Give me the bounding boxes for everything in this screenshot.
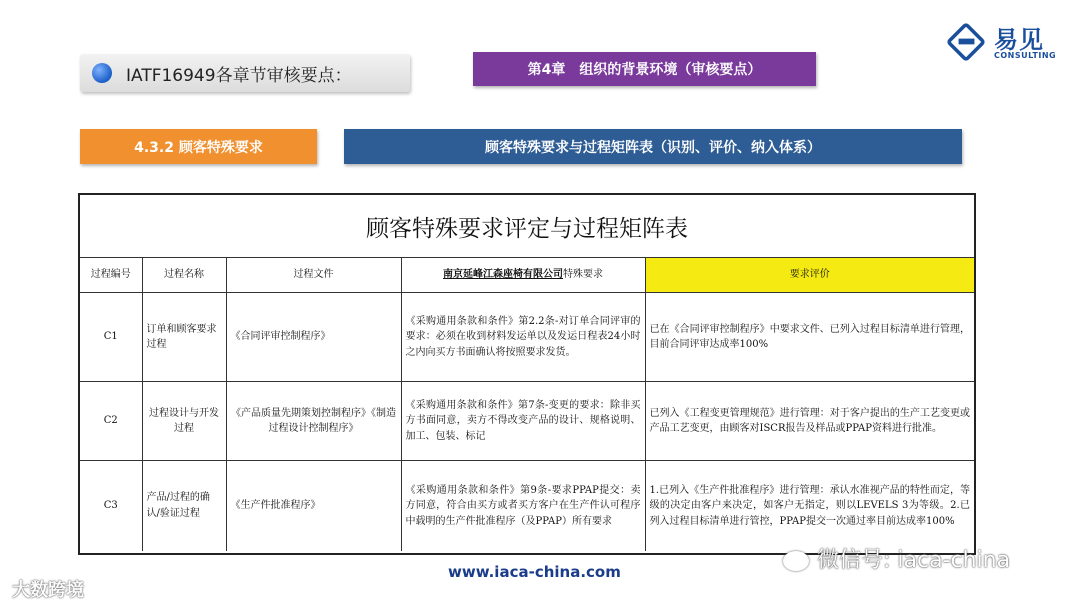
matrix-grid <box>80 258 974 551</box>
cell-doc: 《生产件批准程序》 <box>226 461 401 551</box>
header-company: 南京延峰江森座椅有限公司 <box>443 269 563 281</box>
cell-requirement: 《采购通用条款和条件》第2.2条-对订单合同评审的要求：必须在收到材料发运单以及发运日程表24小时之内向买方书面确认将按照要求发货。 <box>401 293 645 382</box>
header-process-name: 过程名称 <box>142 258 226 293</box>
table-row <box>80 293 974 382</box>
audit-title-box <box>80 54 410 92</box>
cell-doc: 《产品质量先期策划控制程序》《制造过程设计控制程序》 <box>226 382 401 461</box>
section-label: 4.3.2 顾客特殊要求 <box>80 129 317 164</box>
brand-logo <box>946 20 1061 64</box>
weibo-watermark: 大数跨境 <box>12 580 84 601</box>
header-special-requirement <box>401 258 645 293</box>
table-row <box>80 382 974 461</box>
cell-name: 产品/过程的确认/验证过程 <box>142 461 226 551</box>
cell-requirement: 《采购通用条款和条件》第9条-要求PPAP提交：卖方同意，符合由买方或者买方客户在生产件认可程序中载明的生产件批准程序（及PPAP）所有要求 <box>401 461 645 551</box>
cell-evaluation: 已在《合同评审控制程序》中要求文件、已列入过程目标清单进行管理，目前合同评审达成率100% <box>645 293 974 382</box>
cell-id: C1 <box>80 293 142 382</box>
table-row <box>80 461 974 551</box>
logo-mark-icon <box>946 22 987 63</box>
cell-name: 过程设计与开发过程 <box>142 382 226 461</box>
website-link[interactable]: www.iaca-china.com <box>448 563 621 581</box>
logo-subtitle: CONSULTING <box>994 51 1057 60</box>
cell-evaluation: 1.已列入《生产件批准程序》进行管理：承认水准视产品的特性而定，等级的决定由客户来决定，如客户无指定，则以LEVELS 3为等级。2.已列入过程目标清单进行管控，PPAP提交一次通过率目前达成率100% <box>645 461 974 551</box>
logo-name: 易见 <box>994 26 1044 54</box>
cell-evaluation: 已列入《工程变更管理规范》进行管理：对于客户提出的生产工艺变更或产品工艺变更，由顾客对ISCR报告及样品或PPAP资料进行批准。 <box>645 382 974 461</box>
section-banner: 顾客特殊要求与过程矩阵表（识别、评价、纳入体系） <box>344 129 962 164</box>
wechat-id: 微信号: iaca-china <box>817 548 1011 573</box>
header-req-suffix: 特殊要求 <box>563 269 603 281</box>
cell-requirement: 《采购通用条款和条件》第7条-变更的要求：除非买方书面同意，卖方不得改变产品的设计、规格说明、加工、包装、标记 <box>401 382 645 461</box>
header-evaluation: 要求评价 <box>645 258 974 293</box>
cell-id: C2 <box>80 382 142 461</box>
wechat-watermark <box>783 543 1010 574</box>
wechat-icon <box>783 551 809 571</box>
table-title: 顾客特殊要求评定与过程矩阵表 <box>80 195 974 258</box>
chapter-banner: 第4章 组织的背景环境（审核要点） <box>473 52 816 86</box>
matrix-table <box>78 193 976 555</box>
table-header-row <box>80 258 974 293</box>
cell-name: 订单和顾客要求过程 <box>142 293 226 382</box>
cell-doc: 《合同评审控制程序》 <box>226 293 401 382</box>
header-process-doc: 过程文件 <box>226 258 401 293</box>
cell-id: C3 <box>80 461 142 551</box>
audit-title: IATF16949各章节审核要点： <box>126 65 352 86</box>
bullet-icon <box>92 63 112 83</box>
header-process-id: 过程编号 <box>80 258 142 293</box>
